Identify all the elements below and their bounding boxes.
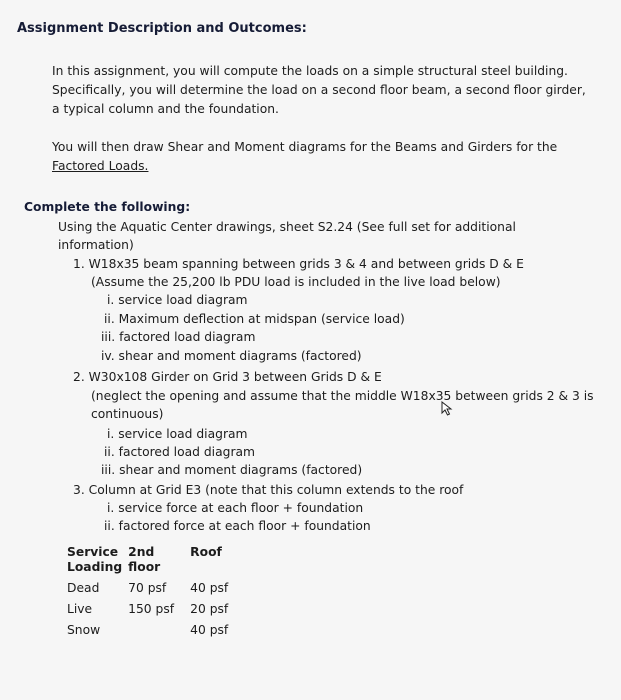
table-header-cell: Service Loading <box>67 545 123 574</box>
table-header-cell: 2nd floor <box>128 545 161 574</box>
table-row <box>65 578 244 599</box>
complete-heading: Complete the following: <box>24 200 191 214</box>
table-cell: 150 psf <box>128 602 175 616</box>
outcomes-text: You will then draw Shear and Moment diagrams for the Beams and Girders for the <box>52 140 558 154</box>
outcomes-paragraph <box>52 138 597 176</box>
table-cell: 20 psf <box>190 602 229 616</box>
table-header-row <box>65 542 244 578</box>
task-item-1-sub: iv. shear and moment diagrams (factored) <box>101 349 362 363</box>
task-item-2-note: (neglect the opening and assume that the middle W18x35 between grids 2 & 3 is continuous) <box>91 389 594 421</box>
task-item-3-sub: ii. factored force at each floor + foundation <box>104 519 371 533</box>
table-cell: Dead <box>67 581 100 595</box>
service-loading-table <box>65 542 244 641</box>
table-cell: 40 psf <box>190 623 229 637</box>
intro-text: Using the Aquatic Center drawings, sheet S2.24 (See full set for additional information) <box>58 220 516 252</box>
table-cell: 40 psf <box>190 581 229 595</box>
task-item-2-sub: ii. factored load diagram <box>104 445 256 459</box>
task-item-1: 1. W18x35 beam spanning between grids 3 & 4 and between grids D & E <box>73 257 524 271</box>
table-row <box>65 620 244 641</box>
mouse-pointer-icon <box>441 401 455 417</box>
task-item-1-sub: ii. Maximum deflection at midspan (service load) <box>104 312 405 326</box>
table-cell: Snow <box>67 623 101 637</box>
task-item-3-sub: i. service force at each floor + foundation <box>107 501 364 515</box>
task-item-2: 2. W30x108 Girder on Grid 3 between Grids D & E <box>73 370 382 384</box>
section-heading: Assignment Description and Outcomes: <box>17 21 307 36</box>
factored-loads-text: Factored Loads. <box>52 159 149 173</box>
task-item-2-sub: i. service load diagram <box>107 427 248 441</box>
table-header-cell: Roof <box>190 545 222 559</box>
task-item-1-note: (Assume the 25,200 lb PDU load is included in the live load below) <box>91 275 501 289</box>
table-cell: 70 psf <box>128 581 167 595</box>
description-paragraph: In this assignment, you will compute the loads on a simple structural steel building. Specifically, you will determine the load on a second floor beam, a second floor girder, a typical column and the foundation. <box>52 64 586 116</box>
table-row <box>65 599 244 620</box>
table-cell: Live <box>67 602 93 616</box>
task-item-2-sub: iii. shear and moment diagrams (factored) <box>101 463 363 477</box>
task-item-1-sub: iii. factored load diagram <box>101 330 256 344</box>
table-cell <box>126 620 188 641</box>
task-item-3: 3. Column at Grid E3 (note that this column extends to the roof <box>73 483 464 497</box>
task-item-1-sub: i. service load diagram <box>107 293 248 307</box>
